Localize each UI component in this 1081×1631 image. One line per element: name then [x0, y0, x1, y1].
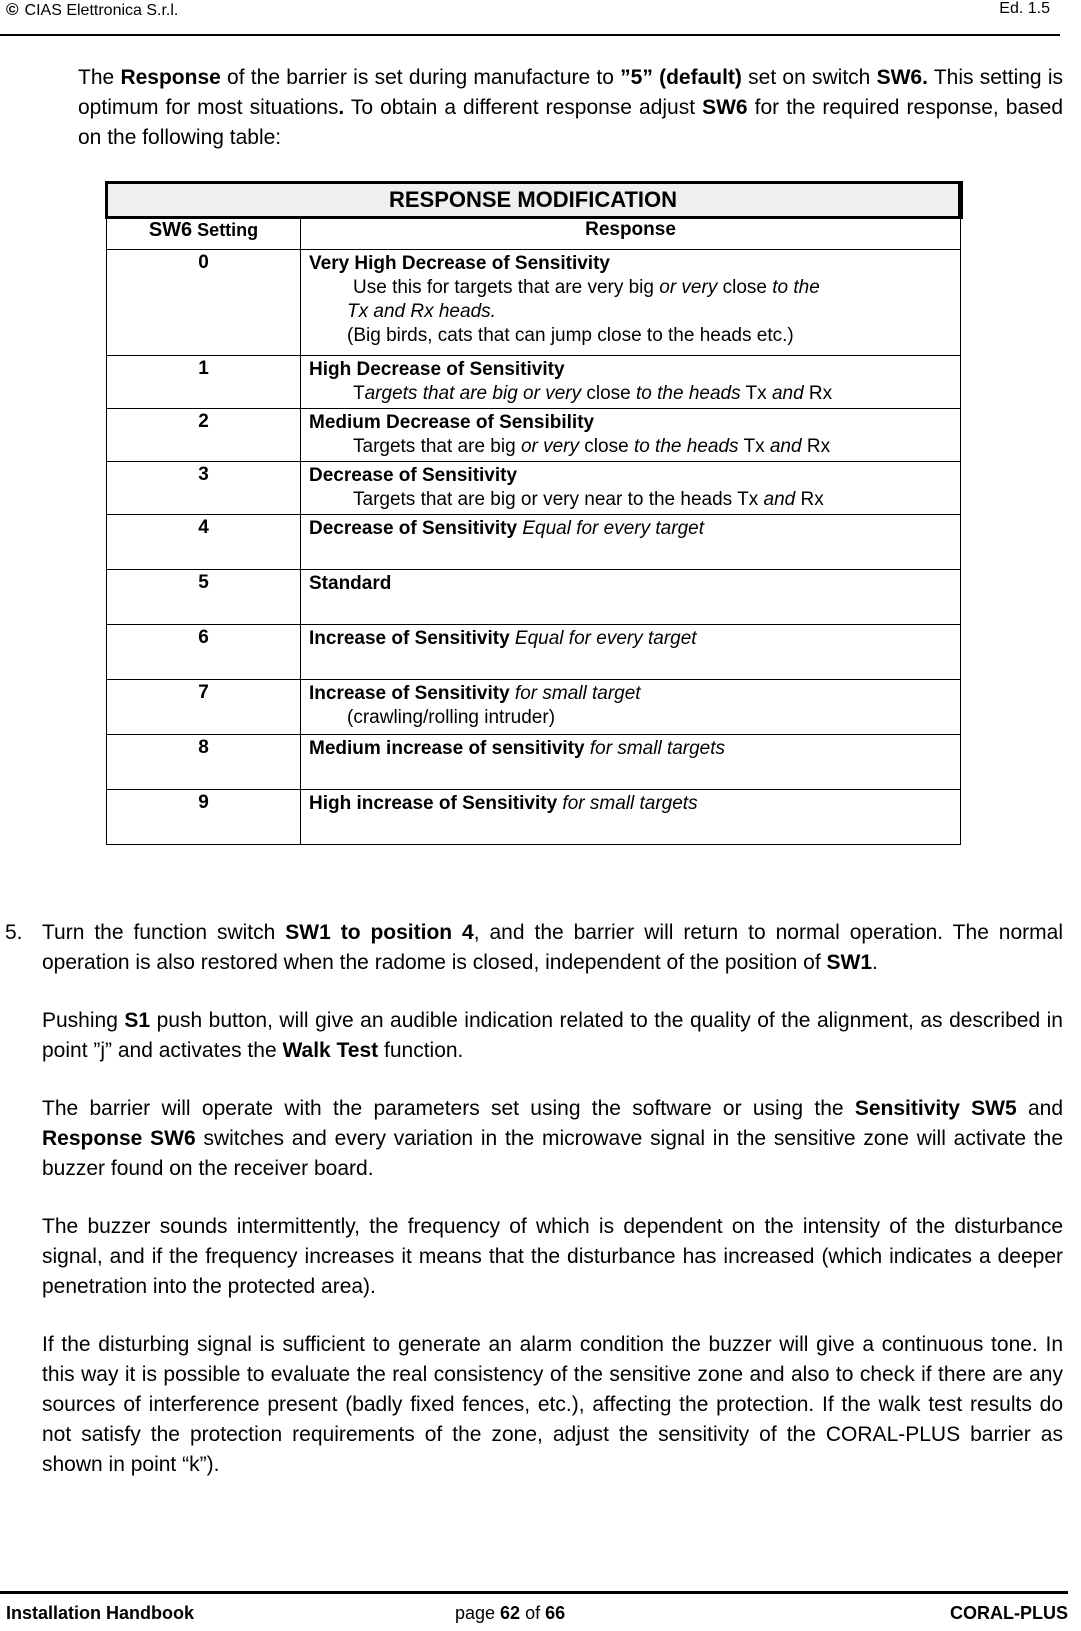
table-row: 7 Increase of Sensitivity for small target (crawling/rolling intruder) — [107, 680, 961, 735]
step-paragraph: Pushing S1 push button, will give an audible indication related to the quality of the alignment, as described in point ”j” and activates the Walk Test function. — [42, 1009, 1063, 1062]
footer-handbook: Installation Handbook — [6, 1603, 195, 1623]
copyright-icon: © — [6, 0, 19, 19]
table-row: 1 High Decrease of Sensitivity Targets that are big or very close to the heads Tx and Rx — [107, 356, 961, 409]
footer-product: CORAL-PLUS — [950, 1603, 1068, 1623]
step-number: 5. — [5, 921, 23, 944]
column-header-response: Response — [301, 218, 961, 250]
table-row: 8 Medium increase of sensitivity for small targets — [107, 735, 961, 790]
footer-page-number: page 62 of 66 — [455, 1603, 566, 1623]
table-row: 2 Medium Decrease of Sensibility Targets that are big or very close to the heads Tx and Rx — [107, 409, 961, 462]
page-footer — [0, 1591, 1068, 1631]
table-row: 6 Increase of Sensitivity Equal for every target — [107, 625, 961, 680]
page-header — [0, 0, 1060, 36]
response-table — [105, 181, 963, 845]
edition-label: Ed. 1.5 — [999, 0, 1050, 17]
column-header-setting: SW6 Setting — [107, 218, 301, 250]
table-title: RESPONSE MODIFICATION — [107, 183, 961, 218]
step-paragraph: Turn the function switch SW1 to position 4, and the barrier will return to normal operation. The normal operation is also restored when the radome is closed, independent of the position of SW1. — [42, 921, 1063, 974]
table-row: 0 Very High Decrease of Sensitivity Use this for targets that are very big or very close to the Tx and Rx heads. (Big birds, cats that can jump close to the heads etc.) — [107, 250, 961, 356]
step-paragraph: The buzzer sounds intermittently, the frequency of which is dependent on the intensity of the disturbance signal, and if the frequency increases it means that the disturbance has increased (which indicates a deeper penetration into the protected area). — [42, 1215, 1063, 1298]
company-name: CIAS Elettronica S.r.l. — [24, 2, 179, 19]
table-row: 3 Decrease of Sensitivity Targets that are big or very near to the heads Tx and Rx — [107, 462, 961, 515]
intro-paragraph: The Response of the barrier is set during manufacture to ”5” (default) set on switch SW6. This setting is optimum for most situations. To obtain a different response adjust SW6 for the required response, based on the following table: — [78, 66, 1064, 149]
step-paragraph: The barrier will operate with the parameters set using the software or using the Sensitivity SW5 and Response SW6 switches and every variation in the microwave signal in the sensitive zone will activate the buzzer found on the receiver board. — [42, 1097, 1064, 1180]
header-company — [6, 0, 178, 20]
table-row: 4 Decrease of Sensitivity Equal for every target — [107, 515, 961, 570]
step-paragraph: If the disturbing signal is sufficient to generate an alarm condition the buzzer will give a continuous tone. In this way it is possible to evaluate the real consistency of the sensitive zone and also to check if there are any sources of interference present (badly fixed fences, etc.), affecting the protection. If the walk test results do not satisfy the protection requirements of the zone, adjust the sensitivity of the CORAL-PLUS barrier as shown in point “k”). — [42, 1333, 1063, 1476]
table-row: 9 High increase of Sensitivity for small targets — [107, 790, 961, 845]
step-5-section — [5, 918, 1063, 1480]
table-row: 5 Standard — [107, 570, 961, 625]
